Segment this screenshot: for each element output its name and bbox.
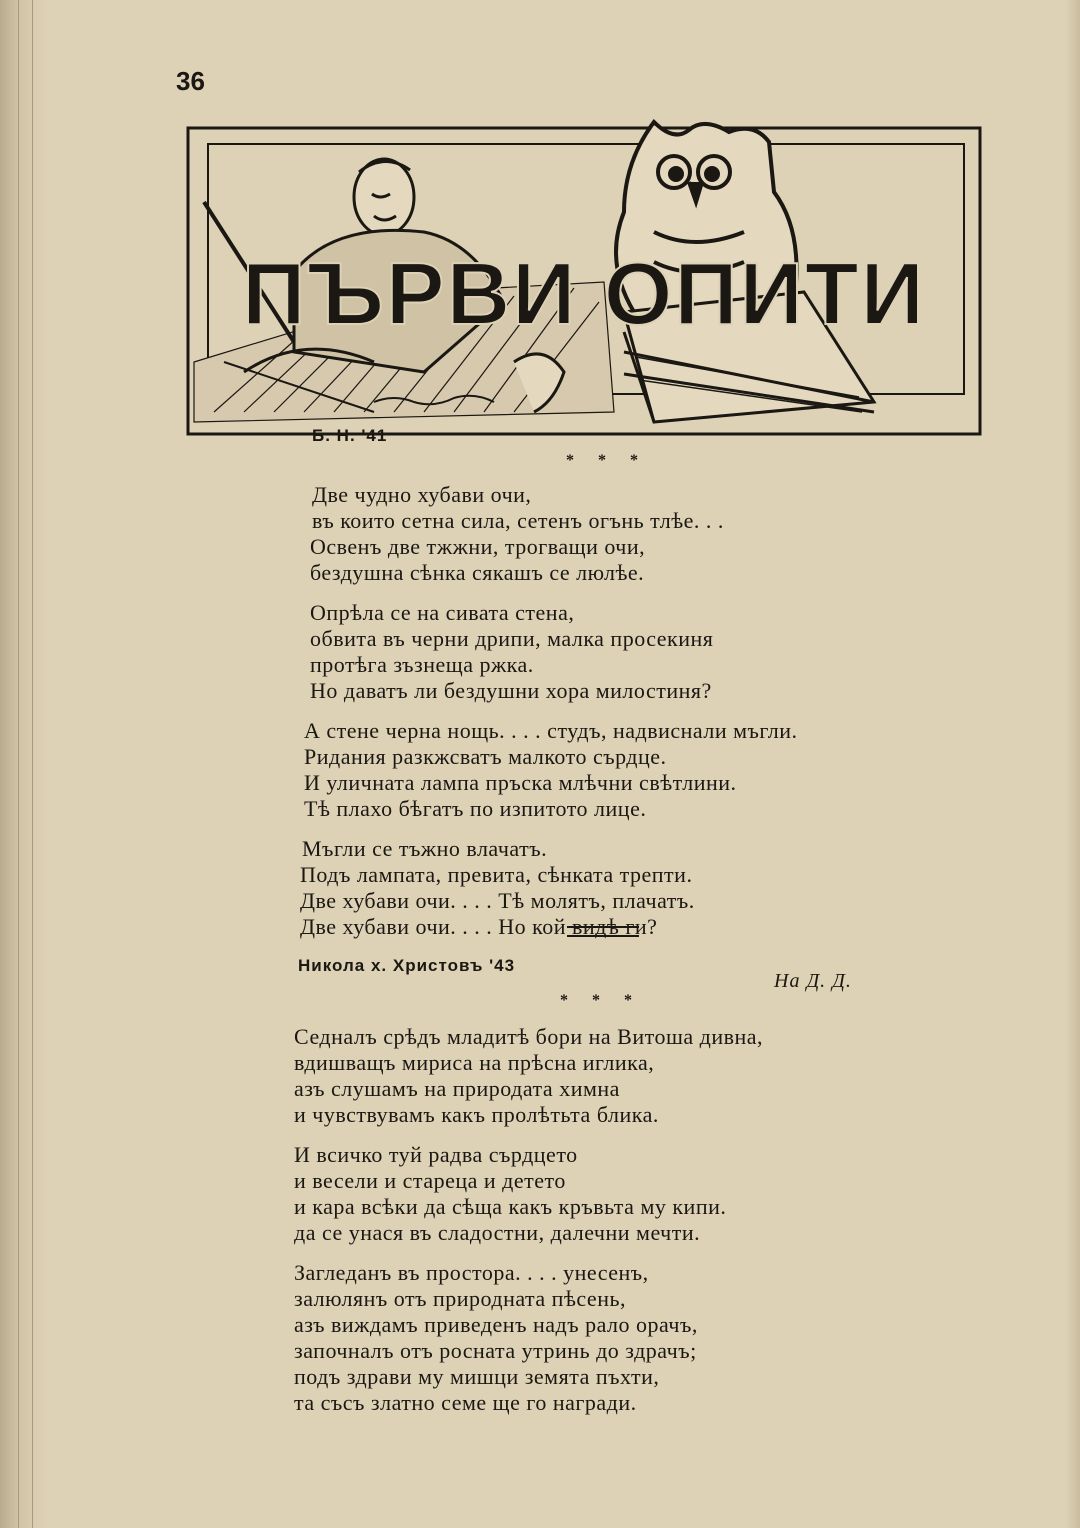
poem-line: обвита въ черни дрипи, малка просекиня — [310, 626, 714, 651]
poem2-stanza-2 — [294, 1142, 763, 1246]
poem-line: започналъ отъ росната утринь до здрачъ; — [294, 1338, 697, 1363]
poem-line: азъ слушамъ на природата химна — [294, 1076, 620, 1101]
poem-line: и кара всѣки да сѣща какъ кръвьта му кипи. — [294, 1194, 727, 1219]
poem-line: въ които сетна сила, сетенъ огънь тлѣе. . . — [312, 508, 724, 533]
poem1-stanza-2 — [300, 600, 798, 704]
poem1-body — [300, 482, 798, 954]
page-binding-edge — [0, 0, 48, 1528]
poem-line: та съсъ златно семе ще го награди. — [294, 1390, 637, 1415]
poem-line: бездушна сѣнка сякашъ се люлѣе. — [310, 560, 645, 585]
poem1-author: Б. Н. '41 — [312, 426, 388, 445]
header-title: ПЪРВИ ОПИТИ — [242, 244, 926, 343]
poem-line: Но даватъ ли бездушни хора милостиня? — [310, 678, 712, 703]
poem-line: Освенъ две тжжни, трогващи очи, — [310, 534, 646, 559]
poem-line: Две хубави очи. . . . Тѣ молятъ, плачатъ. — [300, 888, 695, 913]
poem-line: Мъгли се тъжно влачатъ. — [302, 836, 548, 861]
poem-line: подъ здрави му мишци земята пъхти, — [294, 1364, 660, 1389]
poem2-stanza-1 — [294, 1024, 763, 1128]
poem-line: вдишващъ мириса на прѣсна иглика, — [294, 1050, 655, 1075]
page-number: 36 — [176, 66, 205, 96]
poem-line: залюлянъ отъ природната пѣсень, — [294, 1286, 627, 1311]
poem-line: И уличната лампа пръска млѣчни свѣтлини. — [304, 770, 737, 795]
poem-line: А стене черна нощь. . . . студъ, надвиснали мъгли. — [304, 718, 798, 743]
poem-line: Две хубави очи. . . . Но кой видѣ ги? — [300, 914, 658, 939]
poem-line: И всичко туй радва сърдцето — [294, 1142, 578, 1167]
poem1-stanza-1 — [300, 482, 798, 586]
poem-line: протѣга зъзнеща ржка. — [310, 652, 534, 677]
poem2-body — [294, 1024, 763, 1430]
poem1-stanza-3 — [300, 718, 798, 822]
poem-line: Загледанъ въ простора. . . . унесенъ, — [294, 1260, 649, 1285]
poem2-stars: * * * — [560, 992, 642, 1009]
poem-line: Седналъ срѣдъ младитѣ бори на Витоша дивна, — [294, 1024, 764, 1049]
poem-line: азъ виждамъ приведенъ надъ рало орачъ, — [294, 1312, 698, 1337]
header-illustration — [184, 112, 984, 440]
poem1-stars: * * * — [566, 452, 648, 469]
poem-line: да се унася въ сладостни, далечни мечти. — [294, 1220, 701, 1245]
page-right-edge — [1066, 0, 1080, 1528]
poem-line: и весели и стареца и детето — [294, 1168, 566, 1193]
poem2-stanza-3 — [294, 1260, 763, 1416]
poem-line: Ридания разкжсватъ малкото сърдце. — [304, 744, 667, 769]
poem-line: и чувствувамъ какъ пролѣтьта блика. — [294, 1102, 659, 1127]
poem-line: Подъ лампата, превита, сѣнката трепти. — [300, 862, 693, 887]
poem2-dedication: На Д. Д. — [774, 970, 852, 992]
section-divider — [567, 926, 639, 937]
poem-line: Опрѣла се на сивата стена, — [310, 600, 575, 625]
poem1-stanza-4 — [300, 836, 798, 940]
poem2-author: Никола х. Христовъ '43 — [298, 956, 516, 975]
poem-line: Две чудно хубави очи, — [312, 482, 532, 507]
poem-line: Тѣ плахо бѣгатъ по изпитото лице. — [304, 796, 647, 821]
